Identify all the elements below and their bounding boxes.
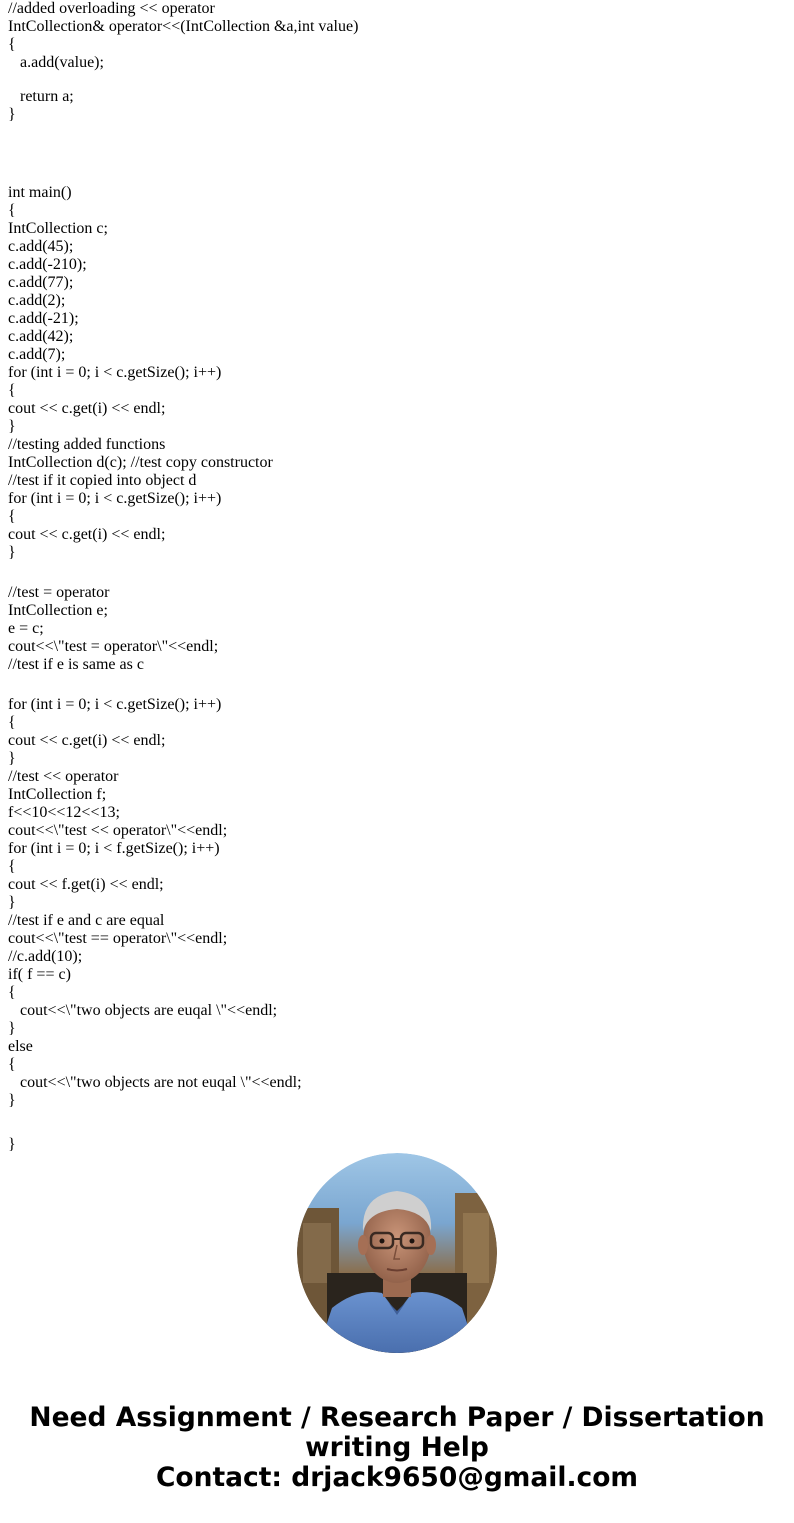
code-line: c.add(-210); — [8, 256, 87, 273]
code-line: //test = operator — [8, 584, 110, 601]
code-line: } — [8, 544, 16, 561]
code-line: a.add(value); — [8, 54, 104, 71]
code-line: cout<<\"test = operator\"<<endl; — [8, 638, 219, 655]
portrait-image — [297, 1153, 497, 1353]
code-line: { — [8, 36, 16, 53]
code-line: cout<<\"two objects are euqal \"<<endl; — [8, 1002, 278, 1019]
code-line: } — [8, 418, 16, 435]
code-line — [8, 150, 788, 184]
code-line: cout<<\"test << operator\"<<endl; — [8, 822, 228, 839]
code-line: for (int i = 0; i < c.getSize(); i++) — [8, 364, 222, 381]
code-line: IntCollection c; — [8, 220, 108, 237]
code-listing — [8, 0, 788, 1154]
code-line: for (int i = 0; i < c.getSize(); i++) — [8, 490, 222, 507]
code-line: cout<<\"test == operator\"<<endl; — [8, 930, 228, 947]
code-line: //test if it copied into object d — [8, 472, 197, 489]
code-line: cout << c.get(i) << endl; — [8, 526, 166, 543]
code-line: c.add(45); — [8, 238, 74, 255]
code-line: { — [8, 714, 16, 731]
code-line: //added overloading << operator — [8, 0, 215, 17]
code-line: } — [8, 1092, 16, 1109]
code-line: { — [8, 382, 16, 399]
author-photo — [297, 1153, 497, 1353]
code-line: c.add(7); — [8, 346, 66, 363]
code-line: //test if e is same as c — [8, 656, 144, 673]
code-line: } — [8, 750, 16, 767]
code-line: int main() — [8, 184, 72, 201]
code-line: cout << c.get(i) << endl; — [8, 732, 166, 749]
code-line: e = c; — [8, 620, 44, 637]
code-line: for (int i = 0; i < c.getSize(); i++) — [8, 696, 222, 713]
promo-line-3: Contact: drjack9650@gmail.com — [155, 1462, 639, 1493]
code-line: IntCollection f; — [8, 786, 107, 803]
code-line: return a; — [8, 88, 74, 105]
code-line: cout << c.get(i) << endl; — [8, 400, 166, 417]
code-line: } — [8, 894, 16, 911]
code-line: c.add(-21); — [8, 310, 79, 327]
code-line: //test if e and c are equal — [8, 912, 165, 929]
code-line: for (int i = 0; i < f.getSize(); i++) — [8, 840, 220, 857]
code-line: else — [8, 1038, 33, 1055]
code-line: c.add(77); — [8, 274, 74, 291]
code-line: //testing added functions — [8, 436, 166, 453]
code-line — [8, 72, 788, 88]
code-line: f<<10<<12<<13; — [8, 804, 120, 821]
code-line — [8, 1110, 788, 1136]
code-line: //test << operator — [8, 768, 119, 785]
code-line: cout<<\"two objects are not euqal \"<<endl; — [8, 1074, 302, 1091]
code-line: c.add(42); — [8, 328, 74, 345]
code-line: { — [8, 202, 16, 219]
code-line: if( f == c) — [8, 966, 71, 983]
code-line: { — [8, 858, 16, 875]
code-line: } — [8, 106, 16, 123]
code-line: c.add(2); — [8, 292, 66, 309]
code-line: cout << f.get(i) << endl; — [8, 876, 164, 893]
promo-line-1: Need Assignment / Research Paper / Dissertation — [29, 1402, 765, 1433]
code-line — [8, 124, 788, 150]
code-line: IntCollection& operator<<(IntCollection &a,int value) — [8, 18, 359, 35]
code-line: { — [8, 508, 16, 525]
code-line: } — [8, 1136, 16, 1153]
code-line: IntCollection e; — [8, 602, 108, 619]
code-line: } — [8, 1020, 16, 1037]
code-line: { — [8, 984, 16, 1001]
code-line — [8, 674, 788, 696]
promo-banner — [0, 1403, 794, 1493]
promo-line-2: writing Help — [305, 1432, 489, 1463]
code-line: //c.add(10); — [8, 948, 83, 965]
code-line: IntCollection d(c); //test copy constructor — [8, 454, 273, 471]
code-line — [8, 562, 788, 584]
code-line: { — [8, 1056, 16, 1073]
